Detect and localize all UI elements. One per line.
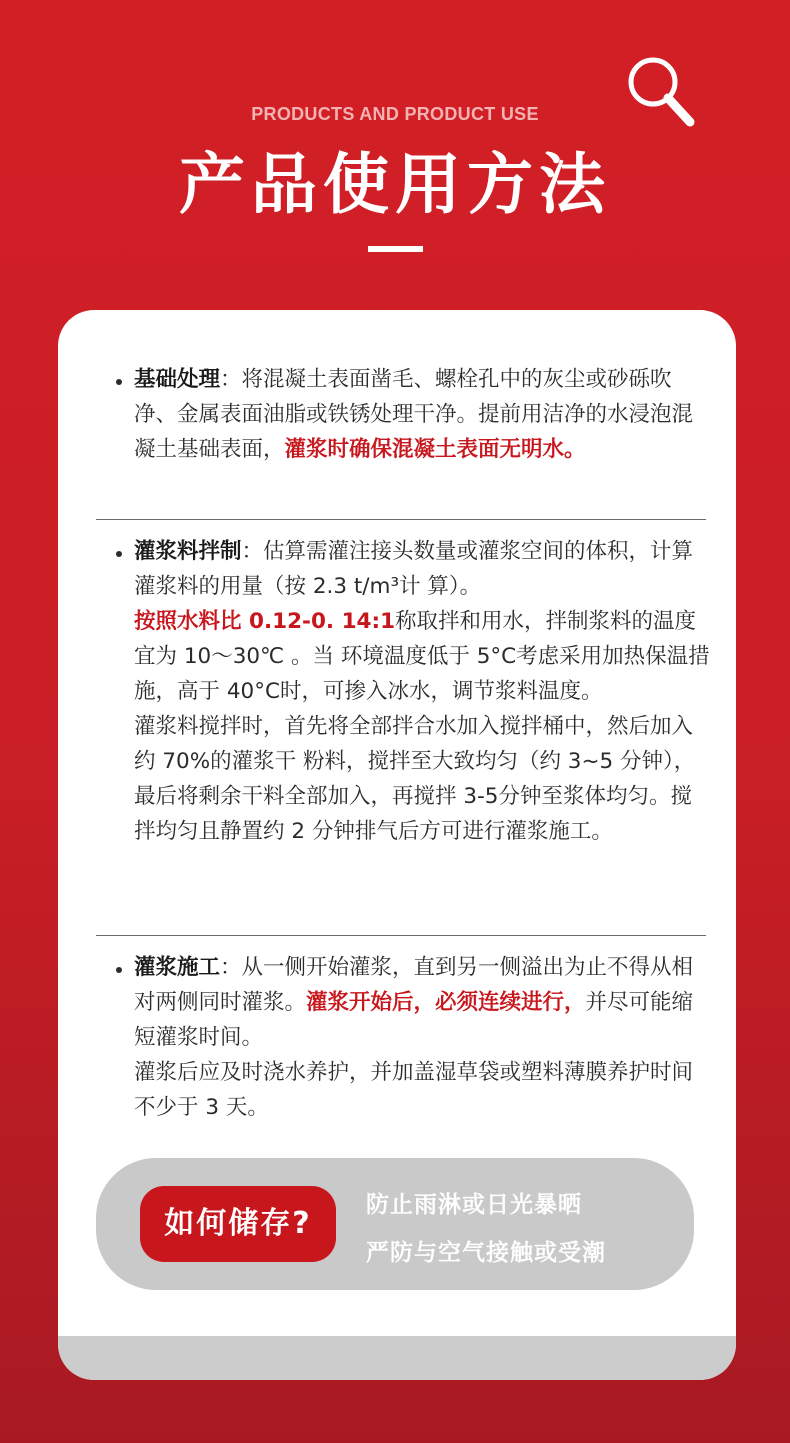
section-body: 将混凝土表面凿毛、螺栓孔中的灰尘或砂砾吹净、金属表面油脂或铁锈处理干净。提前用洁净的水浸泡混凝土基础表面，	[134, 367, 694, 462]
section-text	[134, 950, 712, 1125]
title-underline	[368, 246, 423, 252]
storage-button[interactable]: 如何储存?	[140, 1186, 336, 1262]
storage-panel	[96, 1158, 694, 1290]
storage-line-1: 防止雨淋或日光暴晒	[366, 1192, 582, 1218]
bullet	[116, 379, 122, 385]
divider	[96, 519, 706, 520]
bullet	[116, 551, 122, 557]
bullet	[116, 967, 122, 973]
section-heading: 灌浆施工	[134, 955, 221, 980]
section-heading: 基础处理	[134, 367, 221, 392]
section-body: 估算需灌注接头数量或灌浆空间的体积，计算灌浆料的用量（按 2.3 t/m³计 算）。	[134, 539, 694, 599]
section-body-2: 灌浆后应及时浇水养护，并加盖湿草袋或塑料薄膜养护时间不少于 3 天。	[134, 1060, 694, 1120]
section-highlight: 灌浆时确保混凝土表面无明水。	[284, 437, 586, 462]
section-body: 从一侧开始灌浆，直到另一侧溢出为止不得从相对两侧同时灌浆。	[134, 955, 694, 1015]
usage-card	[58, 310, 736, 1380]
heading-separator: ：	[220, 955, 242, 980]
storage-line-2: 严防与空气接触或受潮	[366, 1240, 606, 1266]
section-text	[134, 534, 712, 849]
section-body-3: 灌浆料搅拌时，首先将全部拌合水加入搅拌桶中，然后加入约 70%的灌浆干 粉料，搅拌至大致均匀（约 3~5 分钟），最后将剩余干料全部加入，再搅拌 3-5分钟至浆体均匀。搅拌均匀且静置约 2 分钟排气后方可进行灌浆施工。	[134, 714, 696, 844]
heading-separator: ：	[220, 367, 242, 392]
heading-separator: ：	[241, 539, 264, 564]
page-title: 产品使用方法	[179, 146, 611, 223]
section-highlight: 灌浆开始后，必须连续进行，	[306, 990, 586, 1015]
section-body-2: 称取拌和用水，拌制浆料的温度宜为 10～30℃ 。当 环境温度低于 5°C考虑采用加热保温措施，高于 40°C时，可掺入冰水，调节浆料温度。	[134, 609, 710, 704]
section-body-tail: 并尽可能缩短灌浆时间。	[134, 990, 694, 1050]
card-footer-band	[58, 1336, 736, 1380]
page-subtitle: PRODUCTS AND PRODUCT USE	[251, 104, 539, 124]
section-heading: 灌浆料拌制	[134, 539, 242, 564]
section-highlight: 按照水料比 0.12-0. 14:1	[134, 609, 396, 634]
section-text	[134, 362, 712, 467]
divider	[96, 935, 706, 936]
